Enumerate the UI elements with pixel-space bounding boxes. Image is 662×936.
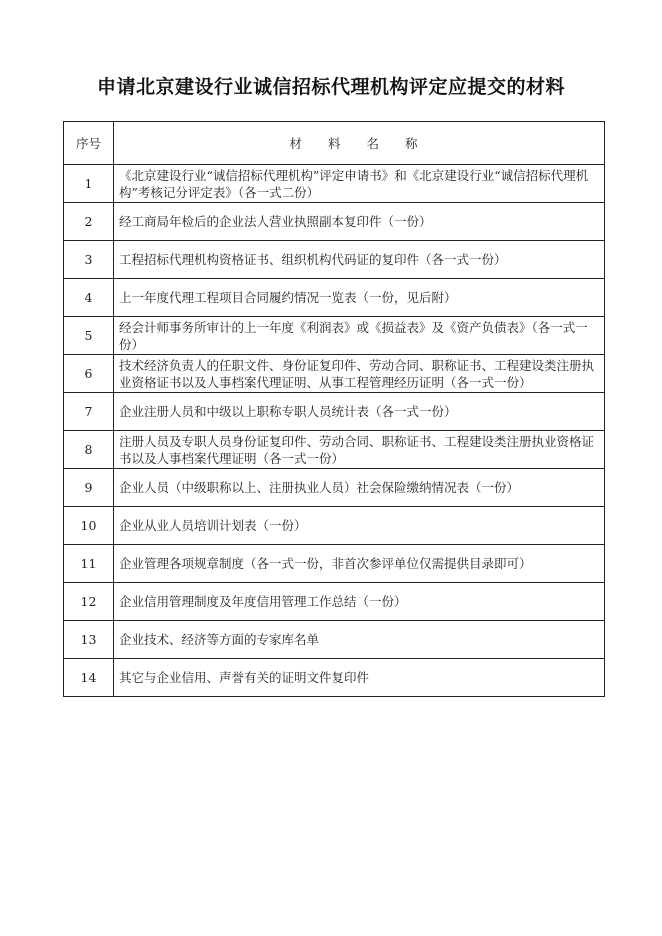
row-number: 13 bbox=[64, 621, 114, 659]
table-row bbox=[64, 659, 605, 697]
materials-table bbox=[63, 121, 605, 697]
row-number: 2 bbox=[64, 203, 114, 241]
table-row bbox=[64, 545, 605, 583]
row-material: 工程招标代理机构资格证书、组织机构代码证的复印件（各一式一份） bbox=[114, 241, 605, 279]
table-row bbox=[64, 241, 605, 279]
table-header-row bbox=[64, 122, 605, 165]
row-number: 9 bbox=[64, 469, 114, 507]
row-number: 7 bbox=[64, 393, 114, 431]
row-material: 注册人员及专职人员身份证复印件、劳动合同、职称证书、工程建设类注册执业资格证书以及人事档案代理证明（各一式一份） bbox=[114, 431, 605, 469]
header-serial-number: 序号 bbox=[64, 122, 114, 165]
row-material: 其它与企业信用、声誉有关的证明文件复印件 bbox=[114, 659, 605, 697]
row-number: 12 bbox=[64, 583, 114, 621]
table-row bbox=[64, 583, 605, 621]
row-material: 企业人员（中级职称以上、注册执业人员）社会保险缴纳情况表（一份） bbox=[114, 469, 605, 507]
row-material: 经会计师事务所审计的上一年度《利润表》或《损益表》及《资产负债表》（各一式一份） bbox=[114, 317, 605, 355]
document-title: 申请北京建设行业诚信招标代理机构评定应提交的材料 bbox=[96, 76, 565, 98]
table-row bbox=[64, 469, 605, 507]
row-material: 企业技术、经济等方面的专家库名单 bbox=[114, 621, 605, 659]
table-row bbox=[64, 355, 605, 393]
table-row bbox=[64, 317, 605, 355]
row-number: 10 bbox=[64, 507, 114, 545]
header-material-name: 材 料 名 称 bbox=[114, 122, 605, 165]
row-material: 企业从业人员培训计划表（一份） bbox=[114, 507, 605, 545]
row-number: 11 bbox=[64, 545, 114, 583]
row-material: 企业信用管理制度及年度信用管理工作总结（一份） bbox=[114, 583, 605, 621]
row-number: 1 bbox=[64, 165, 114, 203]
table-row bbox=[64, 393, 605, 431]
row-material: 技术经济负责人的任职文件、身份证复印件、劳动合同、职称证书、工程建设类注册执业资格证书以及人事档案代理证明、从事工程管理经历证明（各一式一份） bbox=[114, 355, 605, 393]
table-row bbox=[64, 507, 605, 545]
row-number: 3 bbox=[64, 241, 114, 279]
row-material: 企业注册人员和中级以上职称专职人员统计表（各一式一份） bbox=[114, 393, 605, 431]
row-material: 《北京建设行业“诚信招标代理机构”评定申请书》和《北京建设行业“诚信招标代理机构”考核记分评定表》（各一式二份） bbox=[114, 165, 605, 203]
table-row bbox=[64, 165, 605, 203]
row-number: 14 bbox=[64, 659, 114, 697]
row-number: 6 bbox=[64, 355, 114, 393]
row-material: 上一年度代理工程项目合同履约情况一览表（一份，见后附） bbox=[114, 279, 605, 317]
table-row bbox=[64, 621, 605, 659]
row-number: 5 bbox=[64, 317, 114, 355]
table-row bbox=[64, 431, 605, 469]
row-number: 4 bbox=[64, 279, 114, 317]
row-number: 8 bbox=[64, 431, 114, 469]
row-material: 经工商局年检后的企业法人营业执照副本复印件（一份） bbox=[114, 203, 605, 241]
table-row bbox=[64, 203, 605, 241]
table-row bbox=[64, 279, 605, 317]
row-material: 企业管理各项规章制度（各一式一份，非首次参评单位仅需提供目录即可） bbox=[114, 545, 605, 583]
